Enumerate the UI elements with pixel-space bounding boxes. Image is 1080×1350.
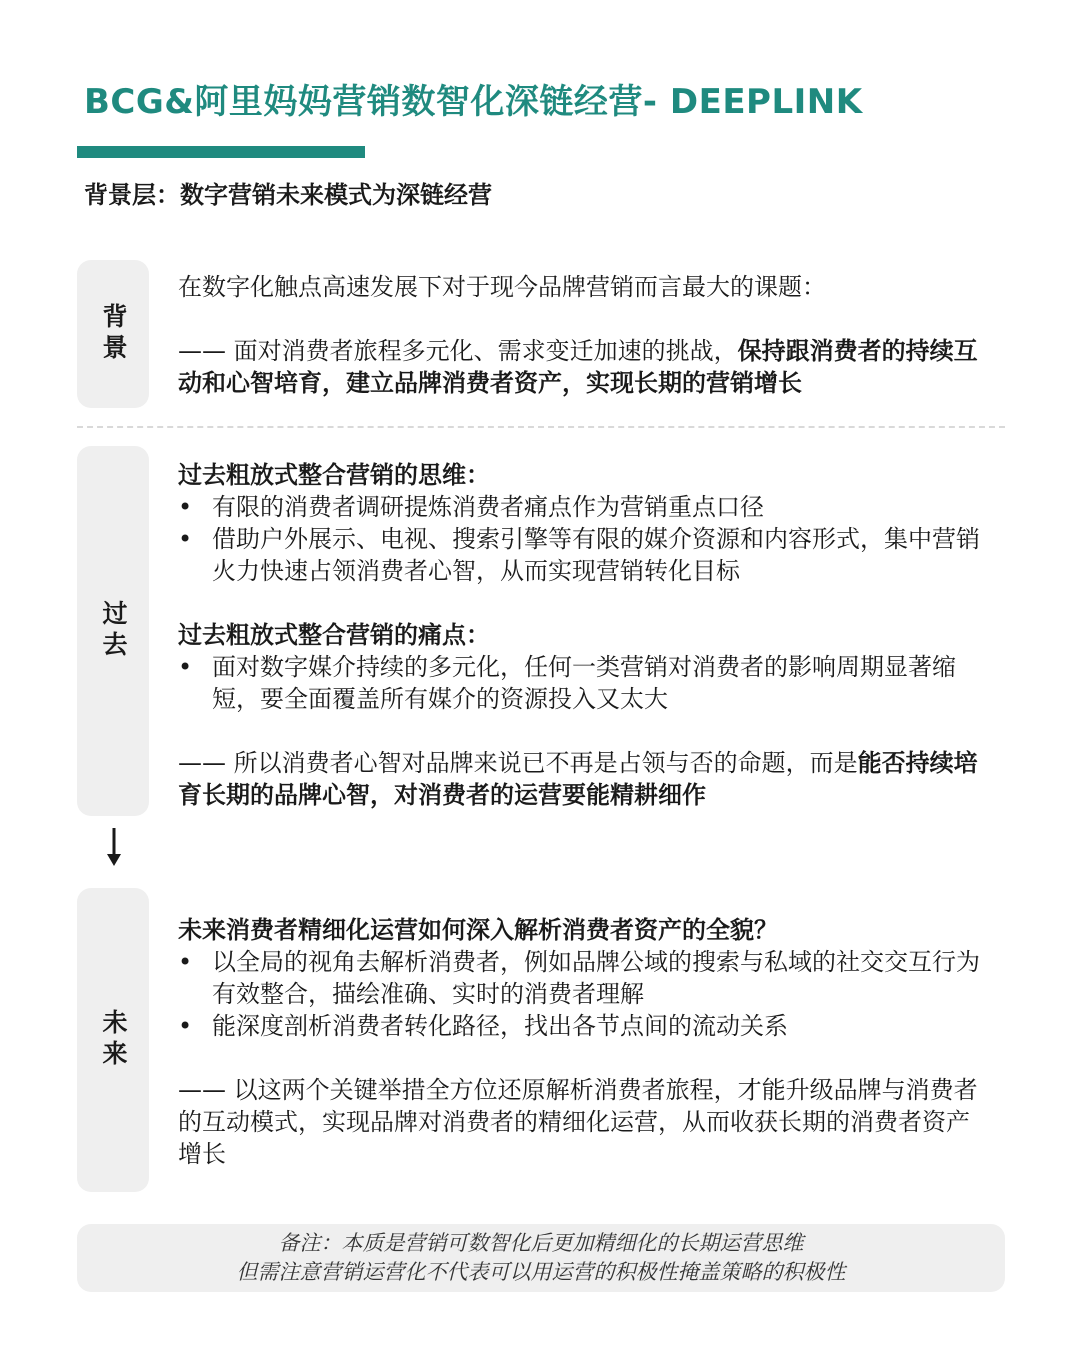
footnote-box (77, 1224, 1005, 1292)
footnote-line-1: 备注：本质是营销可数智化后更加精细化的长期运营思维 (278, 1231, 804, 1255)
section-label-future-text: 未来 (99, 1009, 128, 1071)
section-background-content (178, 271, 990, 399)
background-intro: 在数字化触点高速发展下对于现今品牌营销而言最大的课题： (178, 273, 826, 301)
section-label-future (77, 888, 149, 1192)
bullet-dot: • (178, 1012, 193, 1040)
list-item (178, 651, 990, 715)
bullet-dot: • (178, 653, 193, 681)
page-subtitle: 背景层：数字营销未来模式为深链经营 (84, 181, 492, 209)
section-label-past (77, 446, 149, 816)
future-item: 能深度剖析消费者转化路径，找出各节点间的流动关系 (212, 1012, 788, 1040)
past-thinking-item: 借助户外展示、电视、搜索引擎等有限的媒介资源和内容形式，集中营销火力快速占领消费者心智，从而实现营销转化目标 (212, 525, 980, 585)
section-label-background (77, 260, 149, 408)
list-item (178, 1010, 990, 1042)
arrow-down-icon (104, 826, 124, 868)
section-label-background-text: 背景 (99, 303, 128, 365)
past-heading-pain-points: 过去粗放式整合营销的痛点： (178, 621, 490, 649)
past-pain-item: 面对数字媒介持续的多元化，任何一类营销对消费者的影响周期显著缩短，要全面覆盖所有媒介的资源投入又太大 (212, 653, 956, 713)
list-item (178, 491, 990, 523)
bullet-dot: • (178, 525, 193, 553)
background-conclusion (178, 335, 990, 399)
section-divider (77, 426, 1005, 428)
section-past-content (178, 459, 990, 811)
list-item (178, 523, 990, 587)
past-conclusion-normal: —— 所以消费者心智对品牌来说已不再是占领与否的命题，而是 (178, 749, 858, 777)
footnote-line-2: 但需注意营销运营化不代表可以用运营的积极性掩盖策略的积极性 (236, 1260, 846, 1284)
background-conclusion-bold: 保持跟消费者的持续互动和心智培育，建立品牌消费者资产，实现长期的营销增长 (178, 337, 978, 397)
past-conclusion (178, 747, 990, 811)
past-heading-thinking: 过去粗放式整合营销的思维： (178, 461, 490, 489)
future-heading: 未来消费者精细化运营如何深入解析消费者资产的全貌？ (178, 916, 778, 944)
background-conclusion-normal: —— 面对消费者旅程多元化、需求变迁加速的挑战， (178, 337, 738, 365)
title-underline (77, 146, 365, 158)
section-future-content (178, 914, 990, 1170)
section-label-past-text: 过去 (99, 600, 128, 662)
page-title: BCG&阿里妈妈营销数智化深链经营- DEEPLINK (84, 82, 863, 122)
bullet-dot: • (178, 948, 193, 976)
past-thinking-item: 有限的消费者调研提炼消费者痛点作为营销重点口径 (212, 493, 764, 521)
future-conclusion: —— 以这两个关键举措全方位还原解析消费者旅程，才能升级品牌与消费者的互动模式，实现品牌对消费者的精细化运营，从而收获长期的消费者资产增长 (178, 1076, 978, 1168)
future-item: 以全局的视角去解析消费者，例如品牌公域的搜索与私域的社交交互行为有效整合，描绘准确、实时的消费者理解 (212, 948, 980, 1008)
past-conclusion-bold: 能否持续培育长期的品牌心智，对消费者的运营要能精耕细作 (178, 749, 978, 809)
bullet-dot: • (178, 493, 193, 521)
list-item (178, 946, 990, 1010)
